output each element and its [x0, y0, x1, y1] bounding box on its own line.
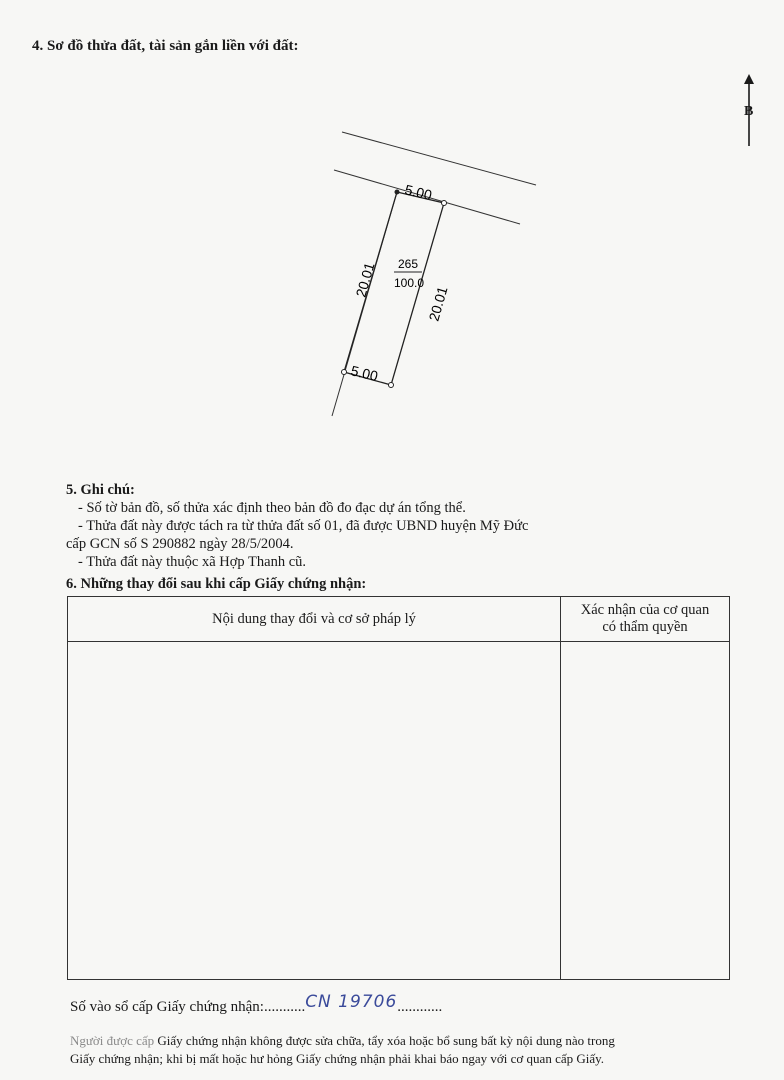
- note-line: - Số tờ bản đồ, số thửa xác định theo bản đồ đo đạc dự án tổng thể.: [78, 500, 466, 516]
- notes-section: [66, 481, 746, 571]
- parcel-area: 100.0: [394, 276, 425, 290]
- left-edge-label: 20.01: [352, 260, 378, 299]
- corner-point: [395, 190, 400, 195]
- corner-point: [389, 383, 394, 388]
- land-plot-diagram: [320, 120, 550, 430]
- note-line: cấp GCN số S 290882 ngày 28/5/2004.: [66, 536, 294, 552]
- registry-number: CN 19706: [305, 992, 398, 1012]
- changes-col-content: Nội dung thay đổi và cơ sở pháp lý: [68, 597, 561, 642]
- notes-heading: 5. Ghi chú:: [66, 482, 135, 498]
- right-edge-label: 20.01: [425, 284, 451, 323]
- footer-line2: Giấy chứng nhận; khi bị mất hoặc hư hỏng Giấy chứng nhận phải khai báo ngay với cơ quan cấp Giấy.: [70, 1051, 605, 1066]
- corner-point: [442, 201, 447, 206]
- changes-content-cell: [68, 642, 561, 980]
- top-edge-label: 5.00: [403, 181, 434, 204]
- changes-heading: 6. Những thay đổi sau khi cấp Giấy chứng nhận:: [66, 576, 367, 592]
- changes-table: [67, 596, 730, 980]
- footer-faded-text: Người được cấp: [70, 1033, 155, 1048]
- corner-point: [342, 370, 347, 375]
- confirmation-line1: Xác nhận của cơ quan: [580, 602, 710, 618]
- registry-label: Số vào sổ cấp Giấy chứng nhận:: [70, 999, 264, 1015]
- registry-line: [70, 992, 443, 1016]
- section4-title: 4. Sơ đồ thửa đất, tài sản gắn liền với đất:: [32, 38, 299, 54]
- registry-dots: ...........: [263, 999, 306, 1015]
- changes-confirmation-cell: [561, 642, 730, 980]
- footer-line1: Giấy chứng nhận không được sửa chữa, tẩy xóa hoặc bổ sung bất kỳ nội dung nào trong: [154, 1033, 615, 1048]
- confirmation-line2: có thẩm quyền: [602, 619, 688, 635]
- registry-dots: ............: [397, 999, 443, 1015]
- bottom-edge-label: 5.00: [349, 362, 380, 385]
- road-line-upper: [342, 132, 536, 185]
- changes-col-confirmation: [561, 597, 730, 642]
- parcel-number: 265: [398, 257, 419, 271]
- north-label: B: [744, 104, 754, 119]
- note-line: - Thửa đất này được tách ra từ thửa đất số 01, đã được UBND huyện Mỹ Đức: [78, 518, 529, 534]
- footer-notice: [70, 1032, 750, 1068]
- note-line: - Thửa đất này thuộc xã Hợp Thanh cũ.: [78, 554, 306, 570]
